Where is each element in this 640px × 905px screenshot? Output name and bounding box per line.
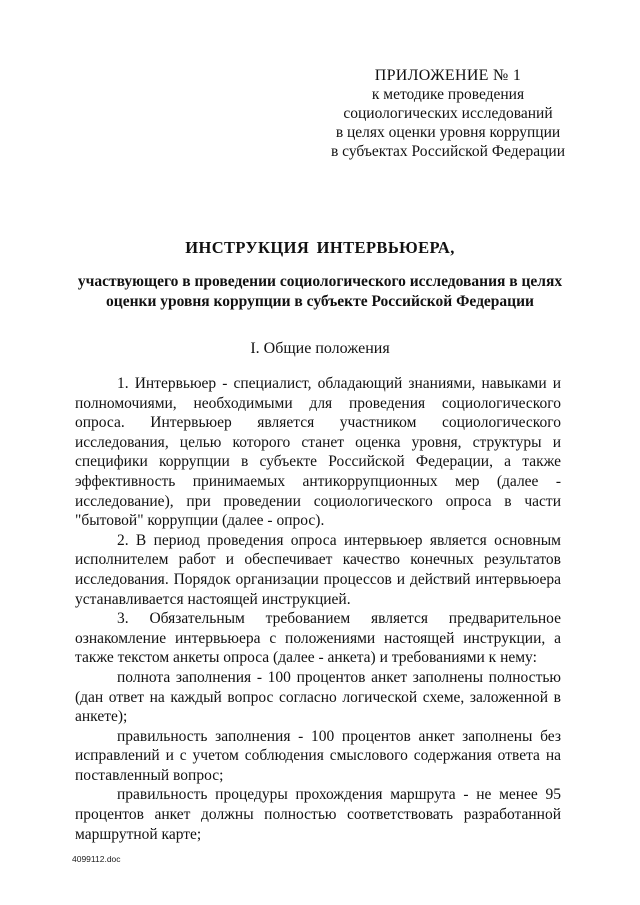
appendix-line: в целях оценки уровня коррупции xyxy=(335,124,561,141)
document-title: ИНСТРУКЦИЯ ИНТЕРВЬЮЕРА, xyxy=(185,238,455,257)
paragraph-requirement-route: правильность процедуры прохождения маршрута - не менее 95 процентов анкет должны полностью соответствовать разработанной маршрутной карте; xyxy=(75,786,561,843)
appendix-line: социологических исследований xyxy=(343,105,553,122)
paragraph-requirement-correctness: правильность заполнения - 100 процентов анкет заполнены без исправлений и с учетом соблюдения смыслового содержания ответа на поставленный вопрос; xyxy=(75,727,561,784)
appendix-line: в субъектах Российской Федерации xyxy=(330,143,566,160)
paragraph-2: 2. В период проведения опроса интервьюер является основным исполнителем работ и обеспечивает качество конечных результатов исследования. Порядок организации процессов и действий интервьюера устанавливается настоящей инструкцией. xyxy=(75,531,561,608)
appendix-heading: ПРИЛОЖЕНИЕ № 1 xyxy=(374,67,522,84)
appendix-line: к методике проведения xyxy=(371,86,525,103)
paragraph-requirement-completeness: полнота заполнения - 100 процентов анкет заполнены полностью (дан ответ на каждый вопрос согласно логической схеме, заложенной в анкете); xyxy=(75,668,561,726)
appendix-block xyxy=(318,66,578,161)
document-subtitle: участвующего в проведении социологического исследования в целях оценки уровня коррупции в субъекте Российской Федерации xyxy=(77,273,563,310)
paragraph-3: 3. Обязательным требованием является предварительное ознакомление интервьюера с положениями настоящей инструкции, а также текстом анкеты опроса (далее - анкета) и требованиями к нему: xyxy=(75,610,561,667)
title-block xyxy=(70,238,570,312)
section-heading: I. Общие положения xyxy=(250,340,390,357)
paragraph-1: 1. Интервьюер - специалист, обладающий знаниями, навыками и полномочиями, необходимыми для проведения социологического опроса. Интервьюер является участником социологического исследования, целью которого станет оценка уровня, структуры и специфики коррупции в субъекте Российской Федерации, а также эффективность принимаемых антикоррупционных мер (далее - исследование), при проведении социологического опроса в части "бытовой" коррупции (далее - опрос). xyxy=(75,375,561,530)
file-code: 4099112.doc xyxy=(72,854,121,864)
body-text xyxy=(75,374,561,844)
